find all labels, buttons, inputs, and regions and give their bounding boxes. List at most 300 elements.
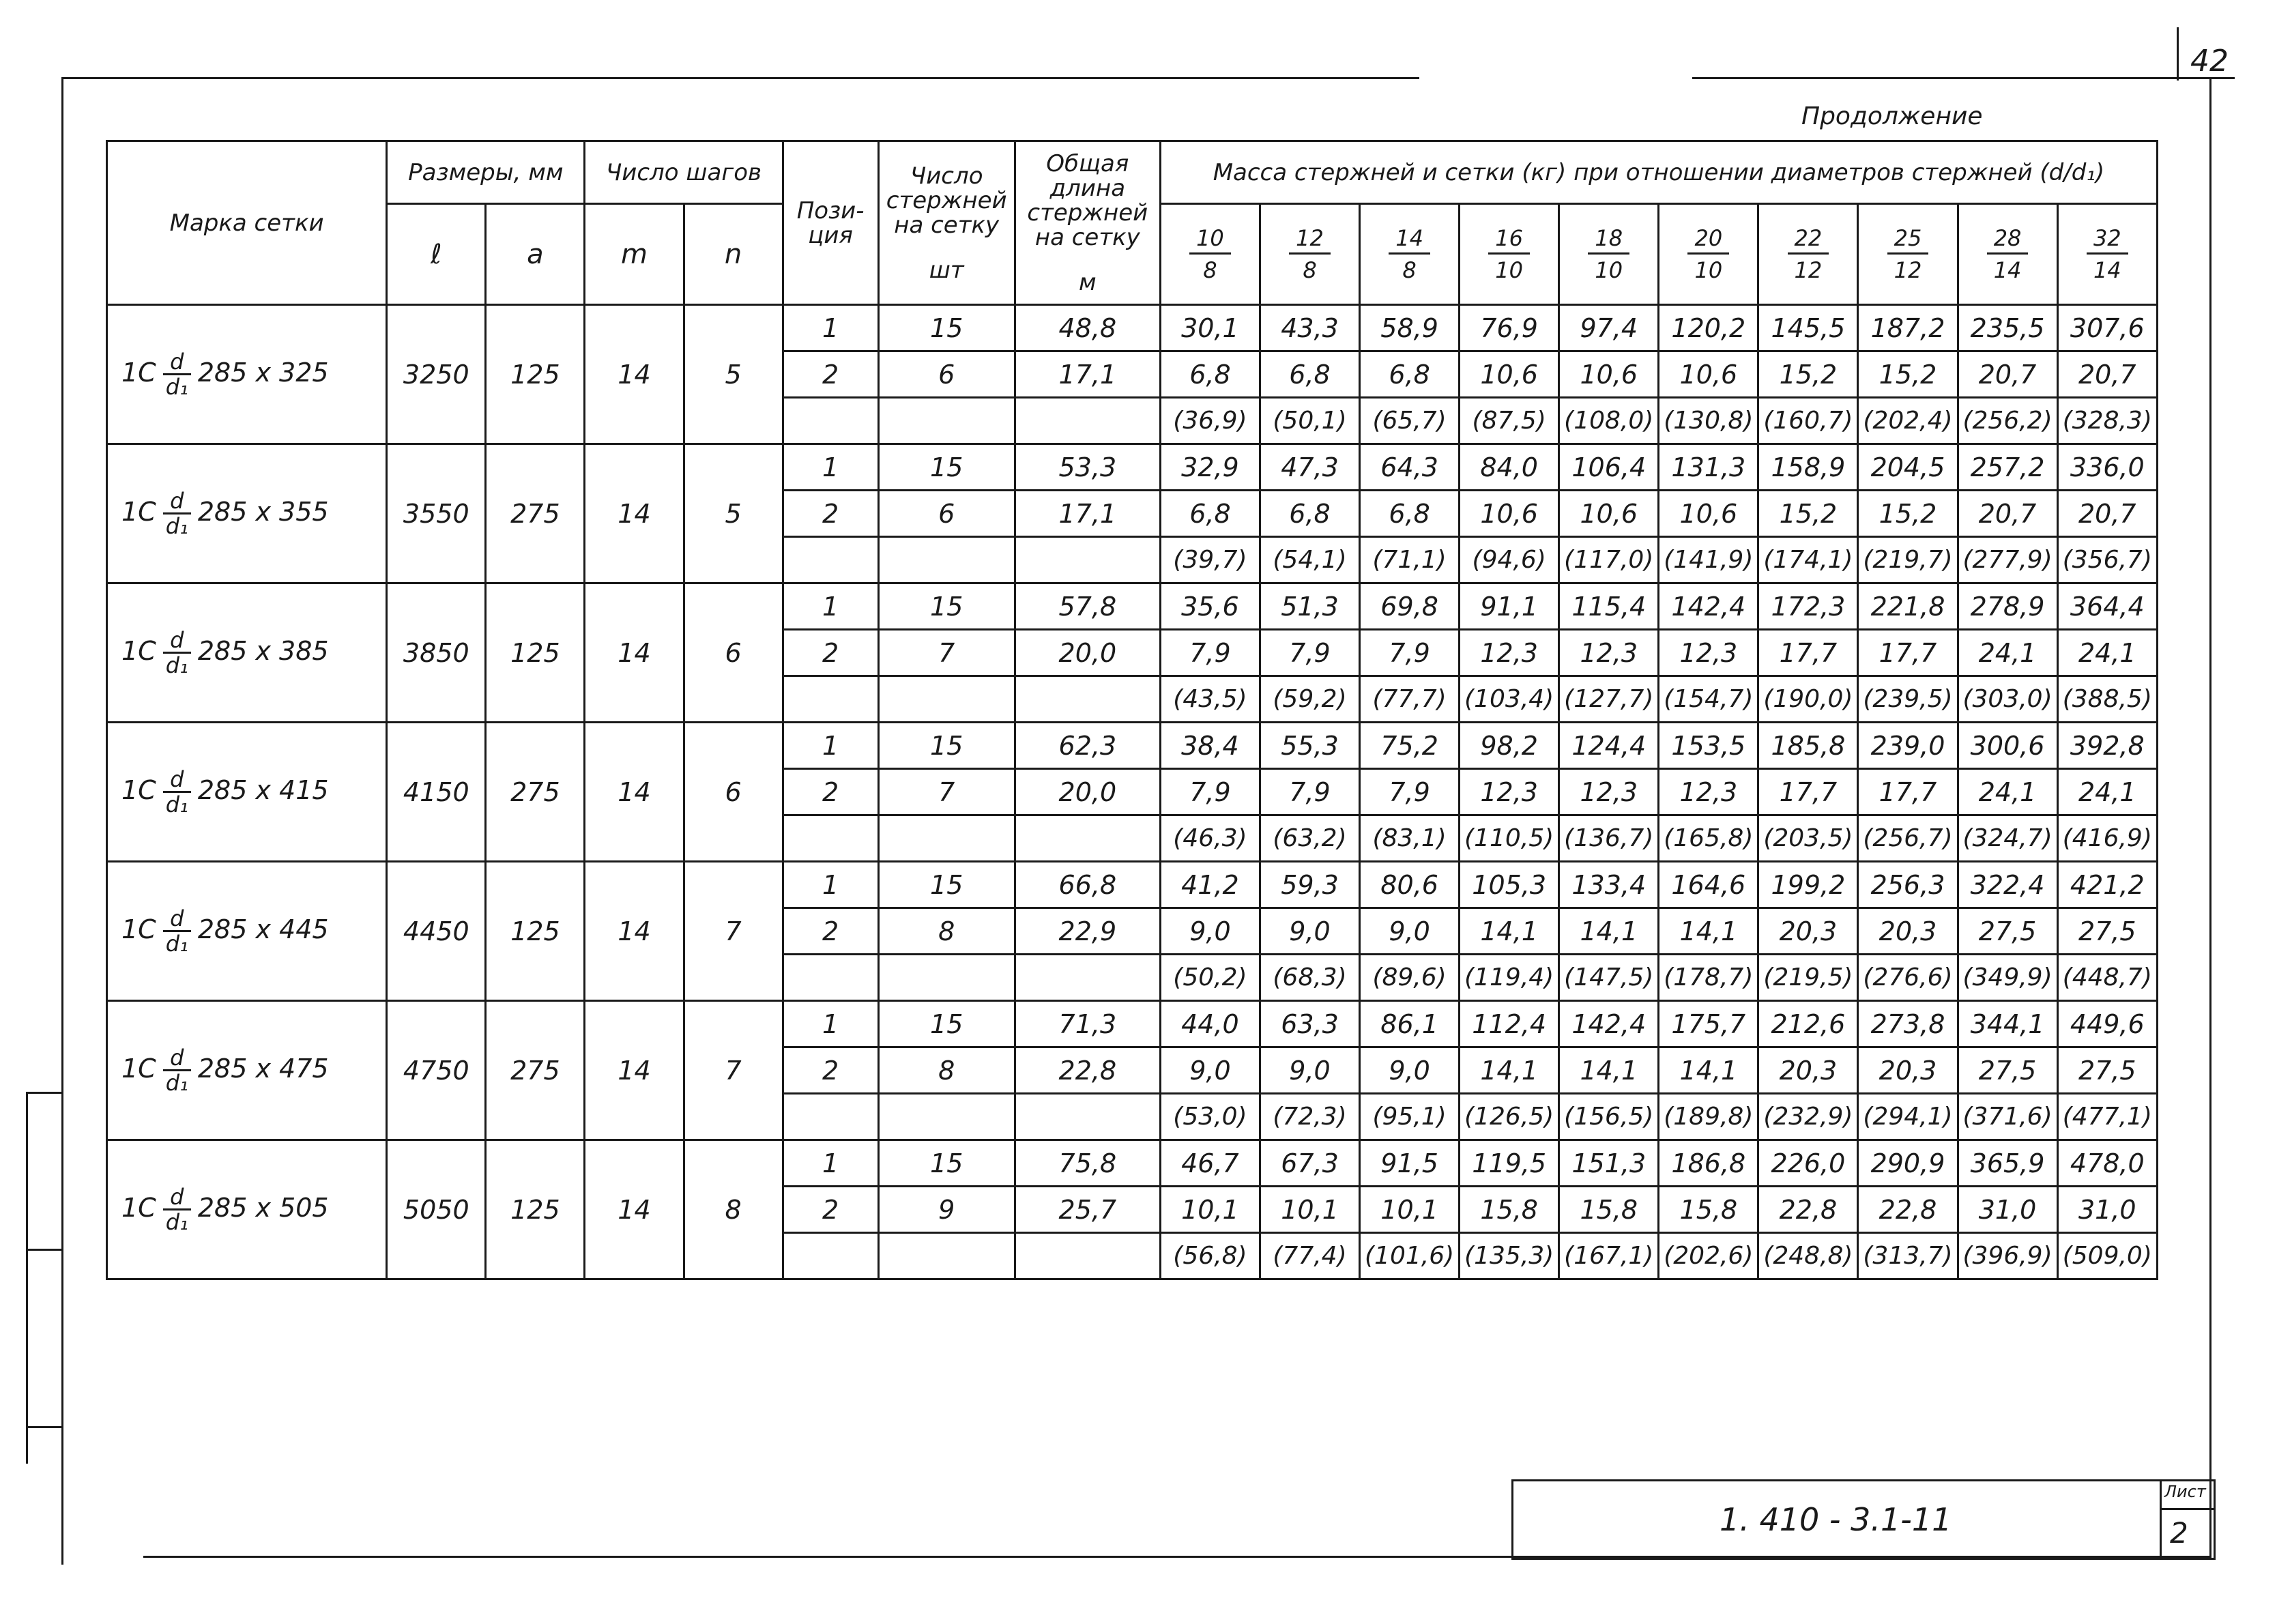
rod-count: 15: [878, 583, 1015, 630]
mass-value: 185,8: [1758, 723, 1858, 769]
mesh-mass-total: (239,5): [1858, 676, 1958, 723]
rod-length-empty: [1015, 1094, 1160, 1140]
mesh-mass-total: (388,5): [2057, 676, 2157, 723]
mesh-mass-total: (83,1): [1360, 815, 1460, 862]
mass-value: 14,1: [1559, 908, 1659, 955]
rod-length: 48,8: [1015, 305, 1160, 351]
mass-value: 97,4: [1559, 305, 1659, 351]
rod-length-empty: [1015, 398, 1160, 444]
mass-value: 186,8: [1659, 1140, 1758, 1187]
mass-value: 20,3: [1758, 1047, 1858, 1094]
mass-value: 64,3: [1360, 444, 1460, 491]
mass-value: 7,9: [1260, 630, 1359, 676]
mesh-mass-total: (160,7): [1758, 398, 1858, 444]
mesh-mass-total: (232,9): [1758, 1094, 1858, 1140]
mass-value: 142,4: [1559, 1001, 1659, 1047]
mesh-mass-total: (89,6): [1360, 955, 1460, 1001]
mesh-mass-total: (277,9): [1958, 537, 2057, 583]
mass-value: 67,3: [1260, 1140, 1359, 1187]
mark-suffix: 285 х 325: [197, 358, 329, 388]
position: 1: [783, 305, 878, 351]
mass-value: 120,2: [1659, 305, 1758, 351]
mass-value: 115,4: [1559, 583, 1659, 630]
mass-value: 133,4: [1559, 862, 1659, 908]
mesh-mass-total: (219,7): [1858, 537, 1958, 583]
mass-value: 84,0: [1460, 444, 1559, 491]
rod-length-empty: [1015, 1233, 1160, 1279]
mass-value: 12,3: [1559, 769, 1659, 815]
position: 2: [783, 491, 878, 537]
mesh-mass-total: (203,5): [1758, 815, 1858, 862]
header-position: Пози- ция: [783, 141, 878, 305]
header-rods-text: Число стержней на сетку: [886, 162, 1007, 239]
mass-value: 15,8: [1559, 1187, 1659, 1233]
frame-top-line: [61, 77, 1419, 79]
mesh-mass-total: (356,7): [2057, 537, 2157, 583]
header-ratio: [1160, 204, 1260, 305]
mesh-mass-total: (77,4): [1260, 1233, 1359, 1279]
rod-length: 53,3: [1015, 444, 1160, 491]
mesh-mass-total: (53,0): [1160, 1094, 1260, 1140]
mass-value: 38,4: [1160, 723, 1260, 769]
header-steps-m: m: [585, 204, 684, 305]
position: 1: [783, 444, 878, 491]
mass-value: 9,0: [1160, 1047, 1260, 1094]
mesh-mass-total: (94,6): [1460, 537, 1559, 583]
mesh-mass-total: (509,0): [2057, 1233, 2157, 1279]
ratio-numerator: 32: [2087, 227, 2128, 255]
mesh-specification-table: [106, 140, 2158, 1280]
size-a: 275: [486, 444, 585, 583]
fraction-bottom: d₁: [165, 1070, 188, 1096]
mass-value: 15,2: [1758, 351, 1858, 398]
mesh-mass-total: (328,3): [2057, 398, 2157, 444]
ratio-numerator: 14: [1389, 227, 1430, 255]
mass-value: 20,3: [1858, 908, 1958, 955]
rod-count-empty: [878, 676, 1015, 723]
mesh-mass-total: (65,7): [1360, 398, 1460, 444]
position-empty: [783, 398, 878, 444]
rod-count-empty: [878, 398, 1015, 444]
mesh-mass-total: (136,7): [1559, 815, 1659, 862]
rod-count-empty: [878, 537, 1015, 583]
rod-length: 22,8: [1015, 1047, 1160, 1094]
mass-value: 290,9: [1858, 1140, 1958, 1187]
mass-value: 27,5: [2057, 1047, 2157, 1094]
mass-value: 364,4: [2057, 583, 2157, 630]
binding-strip: [26, 1092, 28, 1464]
mass-value: 235,5: [1958, 305, 2057, 351]
mark-suffix: 285 х 445: [197, 914, 329, 944]
mesh-mass-total: (72,3): [1260, 1094, 1359, 1140]
mass-value: 47,3: [1260, 444, 1359, 491]
size-l: 4450: [387, 862, 486, 1001]
mass-value: 112,4: [1460, 1001, 1559, 1047]
position: 2: [783, 1187, 878, 1233]
mass-value: 256,3: [1858, 862, 1958, 908]
size-a: 275: [486, 723, 585, 862]
mass-value: 7,9: [1160, 630, 1260, 676]
mesh-mass-total: (154,7): [1659, 676, 1758, 723]
mass-value: 6,8: [1260, 351, 1359, 398]
fraction-top: d: [163, 350, 191, 375]
mass-value: 22,8: [1858, 1187, 1958, 1233]
mass-value: 226,0: [1758, 1140, 1858, 1187]
mass-value: 44,0: [1160, 1001, 1260, 1047]
rod-length-empty: [1015, 676, 1160, 723]
mesh-mass-total: (167,1): [1559, 1233, 1659, 1279]
ratio-denominator: 14: [2093, 257, 2121, 283]
mesh-mass-total: (71,1): [1360, 537, 1460, 583]
rod-count: 7: [878, 630, 1015, 676]
mass-value: 91,1: [1460, 583, 1559, 630]
ratio-numerator: 10: [1189, 227, 1231, 255]
header-ratio: [1460, 204, 1559, 305]
mass-value: 15,2: [1858, 491, 1958, 537]
mesh-mass-total: (103,4): [1460, 676, 1559, 723]
mesh-mass-total: (396,9): [1958, 1233, 2057, 1279]
mass-value: 10,6: [1659, 491, 1758, 537]
position: 2: [783, 351, 878, 398]
rod-count: 15: [878, 444, 1015, 491]
mesh-mass-total: (68,3): [1260, 955, 1359, 1001]
mass-value: 12,3: [1460, 769, 1559, 815]
mass-value: 15,8: [1659, 1187, 1758, 1233]
table-row: [107, 444, 2158, 491]
mass-value: 24,1: [1958, 630, 2057, 676]
fraction-bottom: d₁: [165, 513, 188, 539]
header-rods-per-mesh: [878, 141, 1015, 305]
document-code: 1. 410 - 3.1-11: [1720, 1501, 1952, 1538]
ratio-numerator: 25: [1887, 227, 1929, 255]
mass-value: 9,0: [1160, 908, 1260, 955]
position: 2: [783, 769, 878, 815]
mesh-mass-total: (294,1): [1858, 1094, 1958, 1140]
rod-count: 6: [878, 351, 1015, 398]
mesh-mass-total: (276,6): [1858, 955, 1958, 1001]
rod-count: 15: [878, 305, 1015, 351]
mass-value: 7,9: [1360, 630, 1460, 676]
mass-value: 20,3: [1858, 1047, 1958, 1094]
mesh-mass-total: (174,1): [1758, 537, 1858, 583]
mass-value: 164,6: [1659, 862, 1758, 908]
mark-prefix: 1С: [121, 358, 156, 388]
size-l: 5050: [387, 1140, 486, 1279]
mass-value: 20,7: [2057, 491, 2157, 537]
header-steps-n: n: [684, 204, 783, 305]
mass-value: 12,3: [1559, 630, 1659, 676]
header-ratio: [1858, 204, 1958, 305]
size-l: 3550: [387, 444, 486, 583]
mark-suffix: 285 х 505: [197, 1193, 329, 1223]
mesh-mass-total: (130,8): [1659, 398, 1758, 444]
mass-value: 14,1: [1460, 1047, 1559, 1094]
mark-suffix: 285 х 355: [197, 497, 329, 527]
ratio-numerator: 28: [1987, 227, 2029, 255]
mass-value: 17,7: [1758, 769, 1858, 815]
mesh-mass-total: (256,2): [1958, 398, 2057, 444]
mesh-mark: [107, 1140, 387, 1279]
mass-value: 14,1: [1659, 908, 1758, 955]
mass-value: 63,3: [1260, 1001, 1359, 1047]
fraction-top: d: [163, 628, 191, 654]
steps-m: 14: [585, 305, 684, 444]
fraction-top: d: [163, 768, 191, 793]
header-ratio: [1659, 204, 1758, 305]
mesh-mark: [107, 444, 387, 583]
table-row: [107, 723, 2158, 769]
mass-value: 12,3: [1460, 630, 1559, 676]
ratio-denominator: 8: [1203, 257, 1217, 283]
mass-value: 145,5: [1758, 305, 1858, 351]
mesh-mass-total: (178,7): [1659, 955, 1758, 1001]
header-length-unit: м: [1079, 268, 1097, 296]
fraction-bottom: d₁: [165, 652, 188, 678]
mass-value: 24,1: [2057, 769, 2157, 815]
mass-value: 32,9: [1160, 444, 1260, 491]
mesh-mass-total: (256,7): [1858, 815, 1958, 862]
mass-value: 119,5: [1460, 1140, 1559, 1187]
frame-left-line: [61, 77, 63, 1565]
mass-value: 76,9: [1460, 305, 1559, 351]
rod-length: 75,8: [1015, 1140, 1160, 1187]
mass-value: 307,6: [2057, 305, 2157, 351]
steps-m: 14: [585, 1001, 684, 1140]
mass-value: 86,1: [1360, 1001, 1460, 1047]
mark-fraction: [163, 489, 191, 538]
continuation-label: Продолжение: [1801, 102, 1983, 130]
position: 2: [783, 630, 878, 676]
table-row: [107, 305, 2158, 351]
rod-count-empty: [878, 815, 1015, 862]
mass-value: 27,5: [1958, 908, 2057, 955]
header-size-l: ℓ: [387, 204, 486, 305]
mass-value: 336,0: [2057, 444, 2157, 491]
mass-value: 10,6: [1559, 351, 1659, 398]
mass-value: 30,1: [1160, 305, 1260, 351]
mark-prefix: 1С: [121, 775, 156, 805]
mesh-mass-total: (87,5): [1460, 398, 1559, 444]
rod-length-empty: [1015, 815, 1160, 862]
mesh-mass-total: (108,0): [1559, 398, 1659, 444]
mass-value: 106,4: [1559, 444, 1659, 491]
mass-value: 322,4: [1958, 862, 2057, 908]
header-length-text: Общая длина стержней на сетку: [1027, 149, 1148, 251]
sheet-box-divider: [2160, 1508, 2214, 1510]
mesh-mass-total: (119,4): [1460, 955, 1559, 1001]
rod-length: 20,0: [1015, 769, 1160, 815]
rod-count: 15: [878, 862, 1015, 908]
mass-value: 24,1: [1958, 769, 2057, 815]
mesh-mass-total: (448,7): [2057, 955, 2157, 1001]
steps-n: 6: [684, 723, 783, 862]
mass-value: 55,3: [1260, 723, 1359, 769]
mesh-mark: [107, 723, 387, 862]
mass-value: 142,4: [1659, 583, 1758, 630]
mesh-mass-total: (43,5): [1160, 676, 1260, 723]
mass-value: 158,9: [1758, 444, 1858, 491]
mesh-mass-total: (95,1): [1360, 1094, 1460, 1140]
mass-value: 91,5: [1360, 1140, 1460, 1187]
mass-value: 14,1: [1659, 1047, 1758, 1094]
mesh-mass-total: (63,2): [1260, 815, 1359, 862]
mass-value: 449,6: [2057, 1001, 2157, 1047]
size-l: 4150: [387, 723, 486, 862]
rod-count: 6: [878, 491, 1015, 537]
header-ratio: [1559, 204, 1659, 305]
fraction-top: d: [163, 907, 191, 932]
rod-count: 9: [878, 1187, 1015, 1233]
size-a: 275: [486, 1001, 585, 1140]
mass-value: 75,2: [1360, 723, 1460, 769]
fraction-bottom: d₁: [165, 931, 188, 957]
mesh-mass-total: (36,9): [1160, 398, 1260, 444]
position-empty: [783, 676, 878, 723]
mass-value: 9,0: [1360, 1047, 1460, 1094]
mark-prefix: 1С: [121, 636, 156, 666]
rod-count-empty: [878, 955, 1015, 1001]
mesh-mass-total: (190,0): [1758, 676, 1858, 723]
mass-value: 20,7: [1958, 491, 2057, 537]
header-sizes: Размеры, мм: [387, 141, 585, 204]
mesh-mark: [107, 862, 387, 1001]
mass-value: 17,7: [1858, 769, 1958, 815]
mesh-mass-total: (189,8): [1659, 1094, 1758, 1140]
mass-value: 9,0: [1260, 908, 1359, 955]
mesh-mass-total: (324,7): [1958, 815, 2057, 862]
mesh-mass-total: (54,1): [1260, 537, 1359, 583]
mass-value: 278,9: [1958, 583, 2057, 630]
ratio-denominator: 8: [1402, 257, 1417, 283]
rod-length: 22,9: [1015, 908, 1160, 955]
mesh-mass-total: (50,1): [1260, 398, 1359, 444]
mass-value: 10,1: [1160, 1187, 1260, 1233]
mass-value: 15,2: [1758, 491, 1858, 537]
position-empty: [783, 1233, 878, 1279]
binding-tick-3: [26, 1426, 63, 1428]
mass-value: 31,0: [1958, 1187, 2057, 1233]
mass-value: 20,3: [1758, 908, 1858, 955]
steps-m: 14: [585, 583, 684, 723]
rod-length-empty: [1015, 537, 1160, 583]
position-empty: [783, 1094, 878, 1140]
position: 1: [783, 862, 878, 908]
header-rods-unit: шт: [929, 256, 964, 284]
rod-length: 62,3: [1015, 723, 1160, 769]
table-row: [107, 1001, 2158, 1047]
mass-value: 257,2: [1958, 444, 2057, 491]
header-mass: Масса стержней и сетки (кг) при отношении диаметров стержней (d/d₁): [1160, 141, 2157, 204]
mark-prefix: 1С: [121, 1193, 156, 1223]
mark-suffix: 285 х 385: [197, 636, 329, 666]
mesh-mass-total: (141,9): [1659, 537, 1758, 583]
fraction-bottom: d₁: [165, 1209, 188, 1235]
steps-n: 7: [684, 1001, 783, 1140]
mesh-mass-total: (117,0): [1559, 537, 1659, 583]
header-ratio: [2057, 204, 2157, 305]
steps-n: 5: [684, 305, 783, 444]
mass-value: 421,2: [2057, 862, 2157, 908]
mass-value: 98,2: [1460, 723, 1559, 769]
position: 1: [783, 583, 878, 630]
mesh-mass-total: (202,6): [1659, 1233, 1758, 1279]
rod-length: 57,8: [1015, 583, 1160, 630]
steps-n: 7: [684, 862, 783, 1001]
ratio-numerator: 12: [1289, 227, 1331, 255]
rod-count: 15: [878, 1140, 1015, 1187]
position: 1: [783, 1001, 878, 1047]
mark-fraction: [163, 1046, 191, 1094]
table-row: [107, 583, 2158, 630]
ratio-denominator: 14: [1993, 257, 2022, 283]
frame-top-line-right: [1692, 77, 2235, 79]
mark-prefix: 1С: [121, 497, 156, 527]
mass-value: 6,8: [1360, 351, 1460, 398]
size-l: 3850: [387, 583, 486, 723]
fraction-top: d: [163, 489, 191, 514]
mass-value: 9,0: [1360, 908, 1460, 955]
mass-value: 10,6: [1559, 491, 1659, 537]
mass-value: 6,8: [1260, 491, 1359, 537]
header-ratio: [1758, 204, 1858, 305]
mass-value: 175,7: [1659, 1001, 1758, 1047]
mesh-mass-total: (59,2): [1260, 676, 1359, 723]
table-row: [107, 862, 2158, 908]
frame-right-notch: [2177, 27, 2179, 81]
rod-length: 20,0: [1015, 630, 1160, 676]
mass-value: 10,6: [1460, 491, 1559, 537]
mesh-mass-total: (248,8): [1758, 1233, 1858, 1279]
binding-tick-2: [26, 1249, 63, 1251]
mass-value: 69,8: [1360, 583, 1460, 630]
ratio-denominator: 10: [1495, 257, 1524, 283]
position-empty: [783, 537, 878, 583]
mass-value: 51,3: [1260, 583, 1359, 630]
mass-value: 12,3: [1659, 630, 1758, 676]
mass-value: 17,7: [1758, 630, 1858, 676]
size-l: 4750: [387, 1001, 486, 1140]
mass-value: 344,1: [1958, 1001, 2057, 1047]
mass-value: 172,3: [1758, 583, 1858, 630]
mesh-mass-total: (349,9): [1958, 955, 2057, 1001]
mass-value: 153,5: [1659, 723, 1758, 769]
mark-fraction: [163, 628, 191, 677]
size-a: 125: [486, 305, 585, 444]
fraction-bottom: d₁: [165, 374, 188, 400]
mesh-mass-total: (126,5): [1460, 1094, 1559, 1140]
rod-count: 8: [878, 908, 1015, 955]
steps-m: 14: [585, 444, 684, 583]
table-row: [107, 1140, 2158, 1187]
mass-value: 124,4: [1559, 723, 1659, 769]
mass-value: 80,6: [1360, 862, 1460, 908]
mass-value: 46,7: [1160, 1140, 1260, 1187]
mass-value: 31,0: [2057, 1187, 2157, 1233]
rod-count: 8: [878, 1047, 1015, 1094]
rod-length: 17,1: [1015, 351, 1160, 398]
mass-value: 273,8: [1858, 1001, 1958, 1047]
mass-value: 212,6: [1758, 1001, 1858, 1047]
rod-length-empty: [1015, 955, 1160, 1001]
mesh-mark: [107, 583, 387, 723]
mass-value: 204,5: [1858, 444, 1958, 491]
mass-value: 35,6: [1160, 583, 1260, 630]
mass-value: 15,2: [1858, 351, 1958, 398]
mesh-mass-total: (416,9): [2057, 815, 2157, 862]
mass-value: 199,2: [1758, 862, 1858, 908]
rod-length: 66,8: [1015, 862, 1160, 908]
rod-count-empty: [878, 1233, 1015, 1279]
